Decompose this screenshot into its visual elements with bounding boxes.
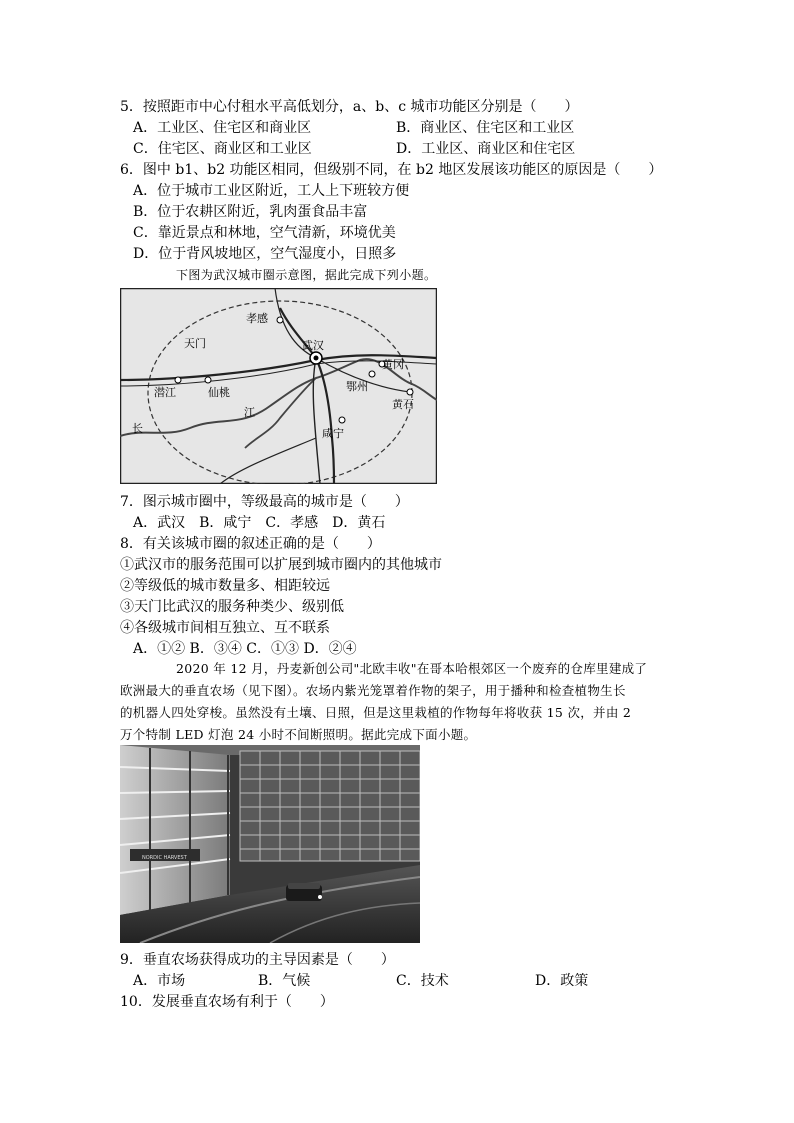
farm-passage bbox=[120, 658, 680, 746]
xianning-marker bbox=[339, 417, 345, 423]
q9-option-b: B．气候 bbox=[258, 973, 311, 989]
q8-item-4: ④各级城市间相互独立、互不联系 bbox=[120, 620, 330, 636]
huangshi-marker bbox=[407, 389, 413, 395]
passage-line-3: 的机器人四处穿梭。虽然没有土壤、日照，但是这里栽植的作物每年将收获 15 次，并由 2 bbox=[120, 705, 632, 720]
xiantao-marker bbox=[205, 377, 211, 383]
q5-option-a: A．工业区、住宅区和商业区 bbox=[133, 120, 312, 136]
passage-line-1: 2020 年 12 月，丹麦新创公司"北欧丰收"在哥本哈根郊区一个废弃的仓库里建成了 bbox=[176, 661, 648, 676]
q9-option-a: A．市场 bbox=[133, 973, 186, 989]
q9-stem: 9．垂直农场获得成功的主导因素是（ ） bbox=[120, 952, 395, 968]
label-chang: 长 bbox=[132, 422, 143, 435]
label-xiantao: 仙桃 bbox=[208, 386, 230, 399]
q7-options: A．武汉 B．咸宁 C．孝感 D．黄石 bbox=[133, 515, 386, 531]
wuhan-marker-dot bbox=[314, 356, 319, 361]
q6-option-c: C．靠近景点和林地，空气清新，环境优美 bbox=[133, 225, 396, 241]
label-jiang: 江 bbox=[244, 406, 255, 419]
near-racks bbox=[120, 745, 230, 915]
wuhan-city-circle-map bbox=[120, 288, 437, 484]
q5-option-c: C．住宅区、商业区和工业区 bbox=[133, 141, 312, 157]
q10-stem: 10．发展垂直农场有利于（ ） bbox=[120, 994, 334, 1010]
q8-stem: 8．有关该城市圈的叙述正确的是（ ） bbox=[120, 536, 381, 552]
ezhou-marker bbox=[369, 371, 375, 377]
q7-stem: 7．图示城市圈中，等级最高的城市是（ ） bbox=[120, 494, 409, 510]
label-huangshi: 黄石 bbox=[392, 398, 414, 411]
q8-item-2: ②等级低的城市数量多、相距较远 bbox=[120, 578, 330, 594]
q6-stem: 6．图中 b1、b2 功能区相同，但级别不同，在 b2 地区发展该功能区的原因是（ ） bbox=[120, 162, 663, 178]
label-huanggang: 黄冈 bbox=[382, 358, 404, 371]
q5-stem: 5．按照距市中心付租水平高低划分，a、b、c 城市功能区分别是（ ） bbox=[120, 99, 579, 115]
q6-option-b: B．位于农耕区附近，乳肉蛋食品丰富 bbox=[133, 204, 368, 220]
xiaogan-marker bbox=[277, 317, 283, 323]
label-xianning: 咸宁 bbox=[322, 427, 344, 440]
label-qianjiang: 潜江 bbox=[154, 386, 176, 399]
vertical-farm-photo bbox=[120, 745, 420, 943]
label-tianmen: 天门 bbox=[184, 337, 206, 350]
q6-option-a: A．位于城市工业区附近，工人上下班较方便 bbox=[133, 183, 410, 199]
robot-cart bbox=[286, 883, 322, 901]
passage-line-2: 欧洲最大的垂直农场（见下图）。农场内紫光笼罩着作物的架子，用于播种和检查植物生长 bbox=[120, 683, 626, 698]
q8-options: A．①② B．③④ C．①③ D．②④ bbox=[133, 641, 357, 657]
q8-item-3: ③天门比武汉的服务种类少、级别低 bbox=[120, 599, 344, 615]
q5-option-d: D．工业区、商业区和住宅区 bbox=[396, 141, 576, 157]
q8-item-1: ①武汉市的服务范围可以扩展到城市圈内的其他城市 bbox=[120, 557, 442, 573]
q5-option-b: B．商业区、住宅区和工业区 bbox=[396, 120, 575, 136]
label-xiaogan: 孝感 bbox=[246, 312, 268, 325]
q9-option-d: D．政策 bbox=[535, 973, 589, 989]
label-wuhan: 武汉 bbox=[302, 339, 324, 352]
label-ezhou: 鄂州 bbox=[346, 380, 368, 393]
passage-line-4: 万个特制 LED 灯泡 24 小时不间断照明。据此完成下面小题。 bbox=[120, 727, 477, 742]
q6-option-d: D．位于背风坡地区，空气湿度小，日照多 bbox=[133, 246, 397, 262]
q9-option-c: C．技术 bbox=[396, 973, 449, 989]
far-racks bbox=[240, 751, 420, 861]
photo-sign: NORDIC HARVEST bbox=[142, 855, 187, 861]
map-intro: 下图为武汉城市圈示意图，据此完成下列小题。 bbox=[176, 268, 437, 282]
qianjiang-marker bbox=[175, 377, 181, 383]
